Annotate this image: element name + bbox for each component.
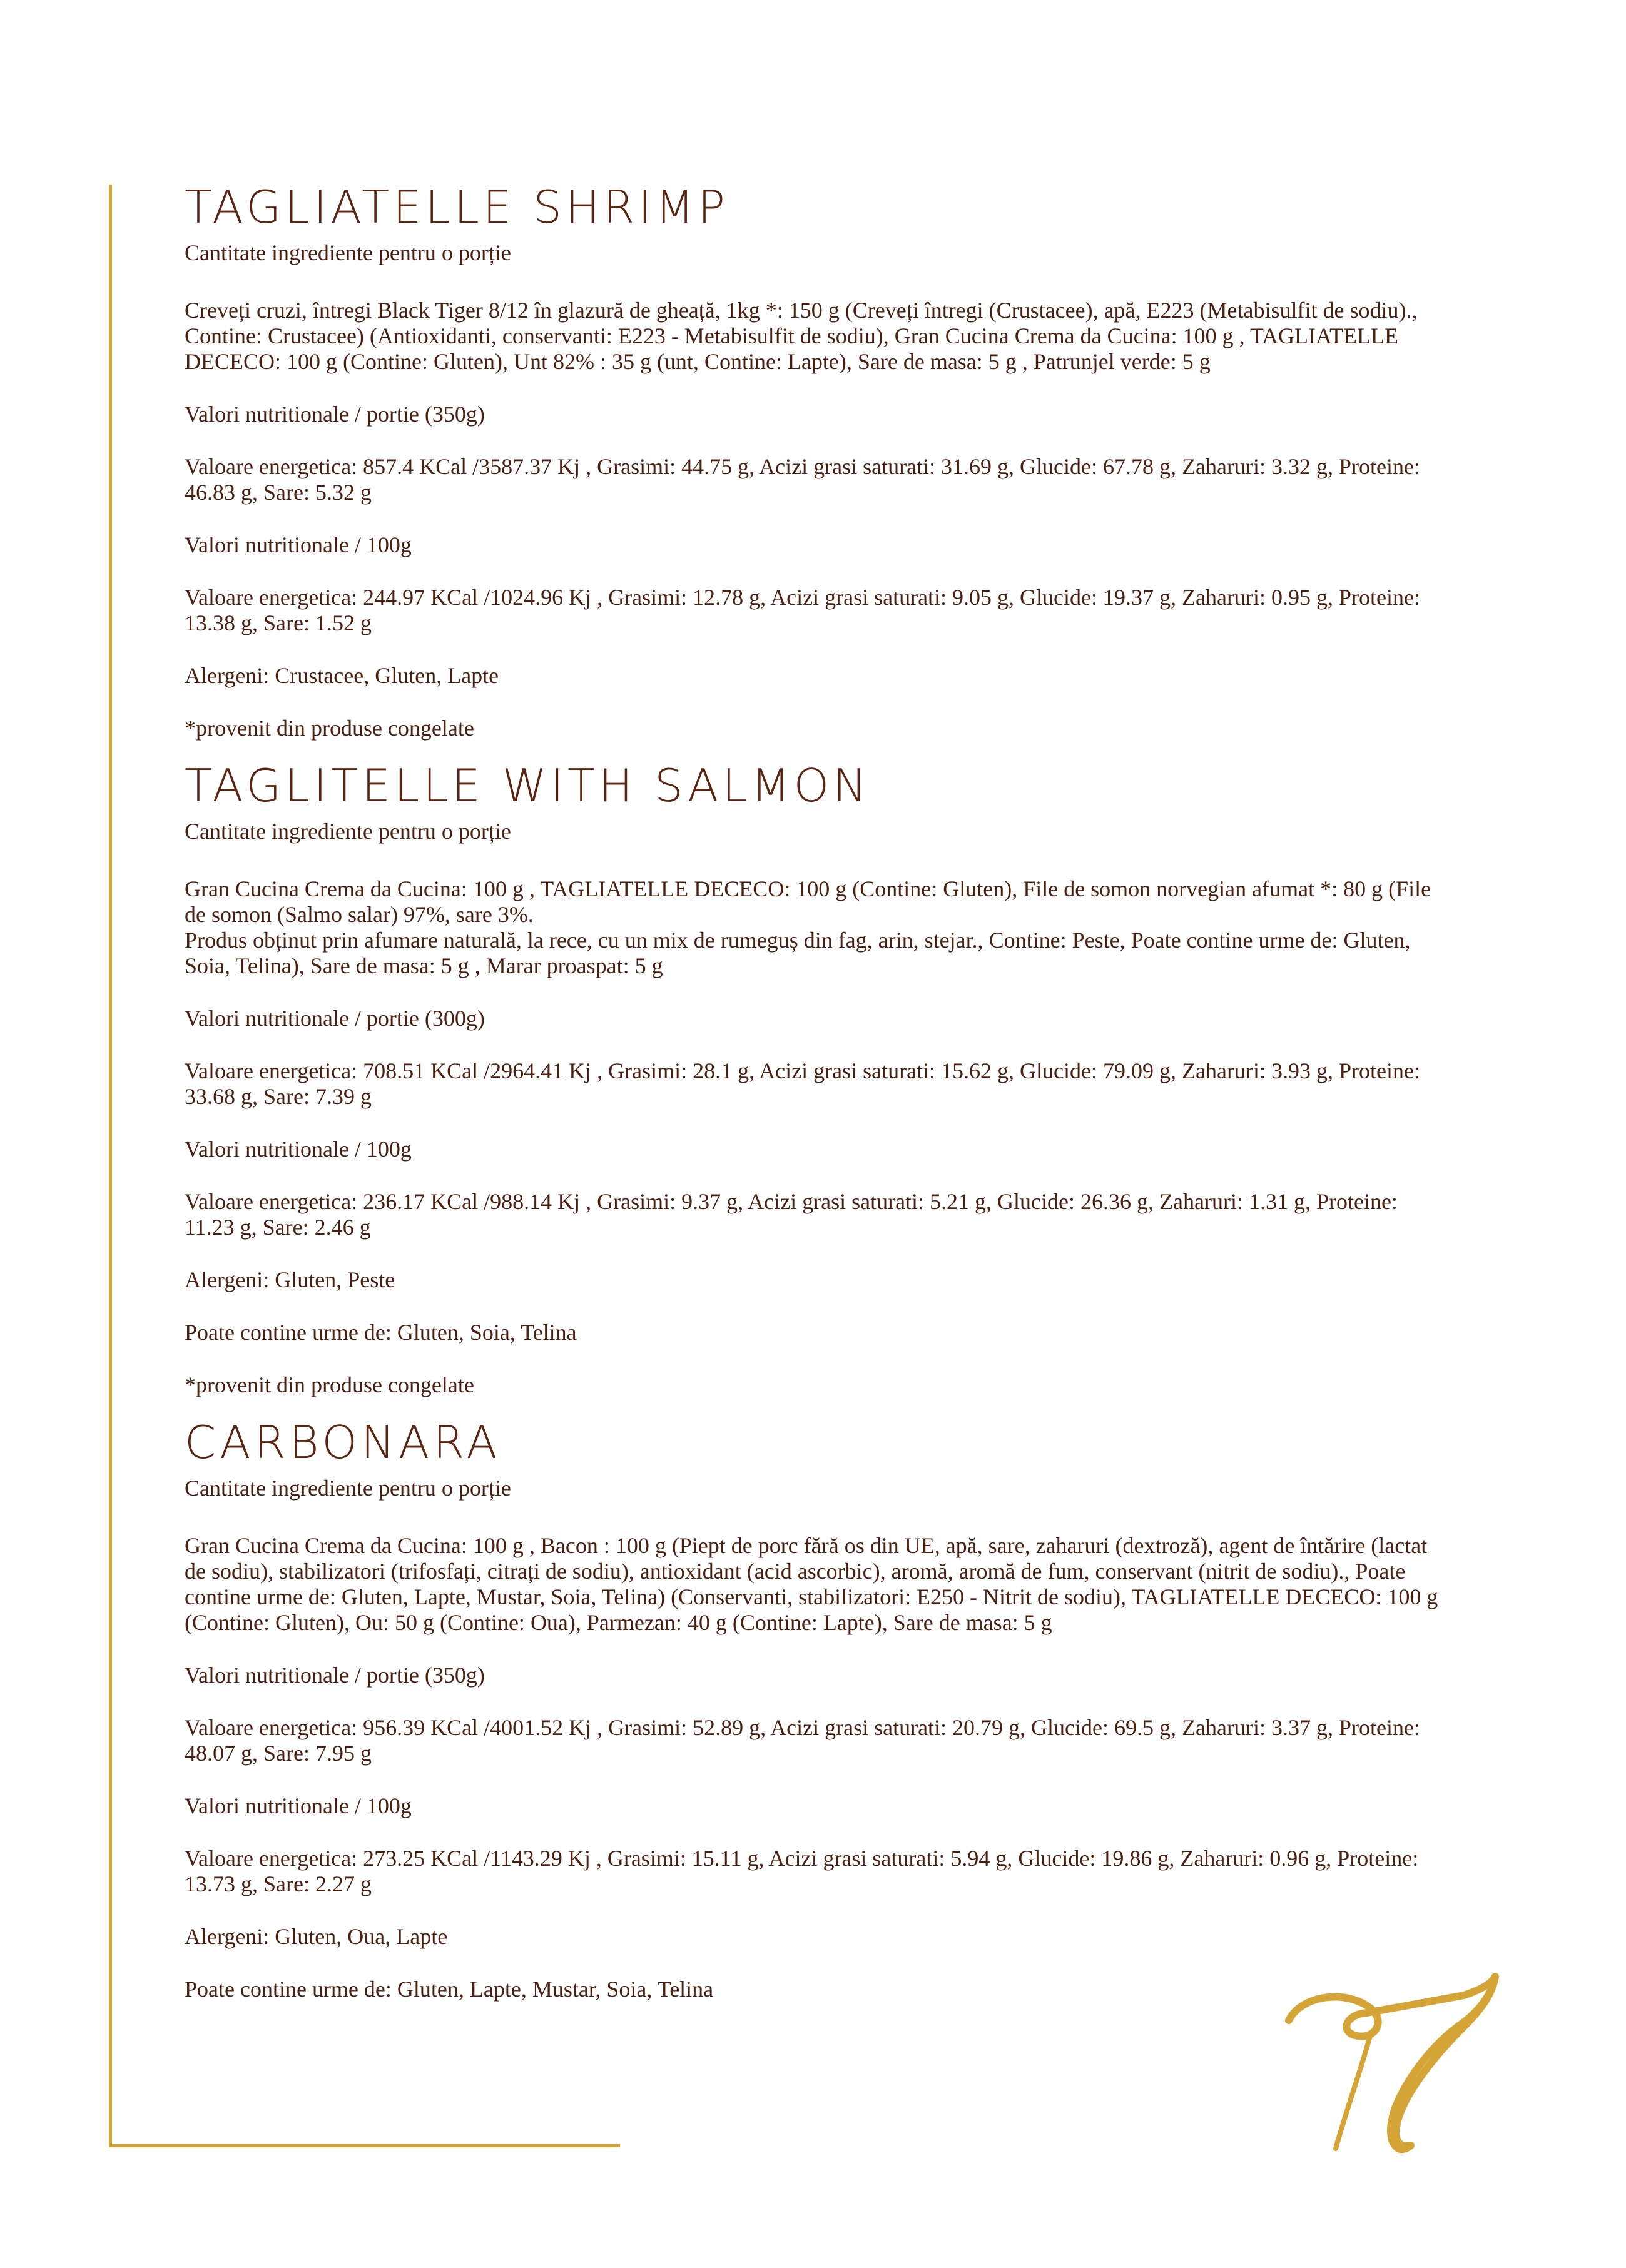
per100-label: Valori nutritionale / 100g xyxy=(185,532,412,557)
frozen-note: *provenit din produse congelate xyxy=(185,1372,474,1397)
ingredients-text: Creveți cruzi, întregi Black Tiger 8/12 în glazură de gheață, 1kg *: 150 g (Creveți întregi (Crustacee), apă, E223 (Metabisulfit de sodiu)., Contine: Crustacee) (Antioxidanti, conservanti: E223 - Metabisulfit de sodiu), Gran Cucina Crema da Cucina: 100 g , TAGLIATELLE DECECO: 100 g (Contine: Gluten), Unt 82% : 35 g (unt, Contine: Lapte), Sare de masa: 5 g , Patrunjel verde: 5 g xyxy=(185,297,1418,374)
ingredients-text: Gran Cucina Crema da Cucina: 100 g , TAGLIATELLE DECECO: 100 g (Contine: Gluten), File de somon norvegian afumat *: 80 g (File de somon (Salmo salar) 97%, sare 3%. xyxy=(185,876,1431,927)
dish-title: CARBONARA xyxy=(185,1415,501,1469)
portion-values: Valoare energetica: 708.51 KCal /2964.41 Kj , Grasimi: 28.1 g, Acizi grasi saturati: 15.62 g, Glucide: 79.09 g, Zaharuri: 3.93 g, Proteine: 33.68 g, Sare: 7.39 g xyxy=(185,1058,1420,1109)
frame-bottom-line xyxy=(109,2144,620,2147)
allergens-text: Alergeni: Gluten, Peste xyxy=(185,1267,395,1292)
section-carbonara xyxy=(185,1417,1448,2002)
section-subtitle: Cantitate ingrediente pentru o porție xyxy=(185,818,511,844)
ingredients-text: Gran Cucina Crema da Cucina: 100 g , Bacon : 100 g (Piept de porc fără os din UE, apă, sare, zaharuri (dextroză), agent de întărire (lactat de sodiu), stabilizatori (trifosfați, citrați de sodiu), antioxidant (acid ascorbic), aromă, aromă de fum, conservant (nitrit de sodiu)., Poate contine urme de: Gluten, Lapte, Mustar, Soia, Telina) (Conservanti, stabilizatori: E250 - Nitrit de sodiu), TAGLIATELLE DECECO: 100 g (Contine: Gluten), Ou: 50 g (Contine: Oua), Parmezan: 40 g (Contine: Lapte), Sare de masa: 5 g xyxy=(185,1532,1438,1635)
ingredients-text-continued: Produs obținut prin afumare naturală, la rece, cu un mix de rumeguș din fag, arin, stejar., Contine: Peste, Poate contine urme de: Gluten, Soia, Telina), Sare de masa: 5 g , Marar proaspat: 5 g xyxy=(185,927,1411,978)
section-tagliatelle-shrimp xyxy=(185,181,1448,741)
per100-label: Valori nutritionale / 100g xyxy=(185,1136,412,1162)
per100-label: Valori nutritionale / 100g xyxy=(185,1793,412,1818)
dish-title: TAGLITELLE WITH SALMON xyxy=(185,759,871,812)
portion-label: Valori nutritionale / portie (350g) xyxy=(185,1662,485,1688)
allergens-text: Alergeni: Gluten, Oua, Lapte xyxy=(185,1923,448,1949)
section-subtitle: Cantitate ingrediente pentru o porție xyxy=(185,1475,511,1501)
section-subtitle: Cantitate ingrediente pentru o porție xyxy=(185,240,511,265)
frozen-note: *provenit din produse congelate xyxy=(185,715,474,741)
portion-label: Valori nutritionale / portie (300g) xyxy=(185,1005,485,1031)
per100-values: Valoare energetica: 236.17 KCal /988.14 Kj , Grasimi: 9.37 g, Acizi grasi saturati: 5.21 g, Glucide: 26.36 g, Zaharuri: 1.31 g, Proteine: 11.23 g, Sare: 2.46 g xyxy=(185,1188,1398,1240)
per100-values: Valoare energetica: 244.97 KCal /1024.96 Kj , Grasimi: 12.78 g, Acizi grasi saturati: 9.05 g, Glucide: 19.37 g, Zaharuri: 0.95 g, Proteine: 13.38 g, Sare: 1.52 g xyxy=(185,584,1420,635)
frame-vertical-line xyxy=(109,185,112,2147)
traces-text: Poate contine urme de: Gluten, Soia, Telina xyxy=(185,1319,577,1345)
dish-title: TAGLIATELLE SHRIMP xyxy=(185,181,729,233)
brand-monogram-icon xyxy=(1276,1970,1508,2158)
portion-values: Valoare energetica: 857.4 KCal /3587.37 Kj , Grasimi: 44.75 g, Acizi grasi saturati: 31.69 g, Glucide: 67.78 g, Zaharuri: 3.32 g, Proteine: 46.83 g, Sare: 5.32 g xyxy=(185,453,1420,505)
allergens-text: Alergeni: Crustacee, Gluten, Lapte xyxy=(185,662,499,688)
portion-values: Valoare energetica: 956.39 KCal /4001.52 Kj , Grasimi: 52.89 g, Acizi grasi saturati: 20.79 g, Glucide: 69.5 g, Zaharuri: 3.37 g, Proteine: 48.07 g, Sare: 7.95 g xyxy=(185,1714,1420,1766)
per100-values: Valoare energetica: 273.25 KCal /1143.29 Kj , Grasimi: 15.11 g, Acizi grasi saturati: 5.94 g, Glucide: 19.86 g, Zaharuri: 0.96 g, Proteine: 13.73 g, Sare: 2.27 g xyxy=(185,1845,1419,1896)
menu-content xyxy=(185,181,1448,2029)
traces-text: Poate contine urme de: Gluten, Lapte, Mustar, Soia, Telina xyxy=(185,1976,714,2002)
section-tagliatelle-salmon xyxy=(185,760,1448,1398)
portion-label: Valori nutritionale / portie (350g) xyxy=(185,401,485,427)
